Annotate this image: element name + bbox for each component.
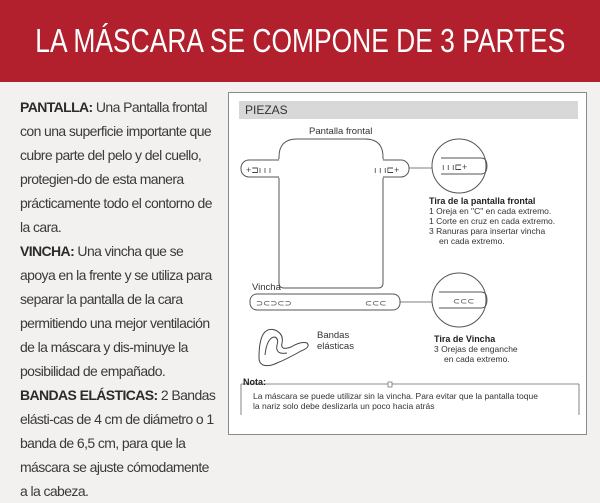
pantalla-label: Pantalla frontal	[309, 126, 373, 137]
vincha-text: Una vincha que se apoya en la frente y se utiliza para separar la pantalla de la cara permitiendo una mejor ventilación de la máscara y dis-minuye la posibilidad de empañado.	[20, 243, 212, 379]
tira-pantalla-line1: 1 Oreja en "C" en cada extremo.	[429, 206, 552, 216]
pantalla-text: Una Pantalla frontal con una superficie importante que cubre parte del pelo y del cuello, protegien-do de esta manera prácticamente todo el contorno de la cara.	[20, 99, 212, 235]
bandas-text: 2 Bandas elásti-cas de 4 cm de diámetro o 1 banda de 6,5 cm, para que la máscara se ajuste cómodamente a la cabeza.	[20, 387, 216, 499]
tira-pantalla-line4: en cada extremo.	[439, 236, 505, 246]
pantalla-right-slots: ı ı ı⊏+	[374, 165, 400, 175]
note-title: Nota:	[243, 377, 266, 387]
panel-header: PIEZAS	[239, 101, 578, 119]
bandas-label-2: elásticas	[317, 341, 354, 352]
note-line2: la nariz solo debe deslizarla un poco hacia atrás	[253, 401, 435, 411]
tira-vincha-title: Tira de Vincha	[434, 334, 496, 344]
pantalla-term: PANTALLA:	[20, 99, 93, 115]
pieces-panel	[228, 92, 587, 435]
page-title: LA MÁSCARA SE COMPONE DE 3 PARTES	[34, 22, 566, 59]
bandas-label-1: Bandas	[317, 330, 350, 341]
vincha-left-hooks: ⊃⊂⊃⊂⊃	[256, 298, 292, 308]
vincha-term: VINCHA:	[20, 243, 75, 259]
pantalla-zoom-detail: ı ı ı⊏+	[442, 162, 468, 172]
elastic-bands-icon	[259, 329, 308, 365]
title-banner	[0, 0, 600, 82]
description-text	[20, 95, 216, 503]
note-line1: La máscara se puede utilizar sin la vincha. Para evitar que la pantalla toque	[253, 391, 538, 401]
tira-vincha-line2: en cada extremo.	[444, 354, 510, 364]
pantalla-shape	[241, 139, 409, 288]
bandas-term: BANDAS ELÁSTICAS:	[20, 387, 158, 403]
tira-pantalla-line3: 3 Ranuras para insertar vincha	[429, 226, 546, 236]
tira-pantalla-line2: 1 Corte en cruz en cada extremo.	[429, 216, 556, 226]
vincha-zoom-detail: ⊂⊂⊂	[453, 296, 475, 306]
tira-vincha-line1: 3 Orejas de enganche	[434, 344, 518, 354]
tira-pantalla-title: Tira de la pantalla frontal	[429, 196, 536, 206]
pantalla-left-slots: +⊐ı ı ı	[246, 165, 272, 175]
vincha-right-hooks: ⊂⊂⊂	[365, 298, 387, 308]
vincha-label: Vincha	[252, 282, 281, 293]
pieces-diagram	[229, 93, 588, 436]
